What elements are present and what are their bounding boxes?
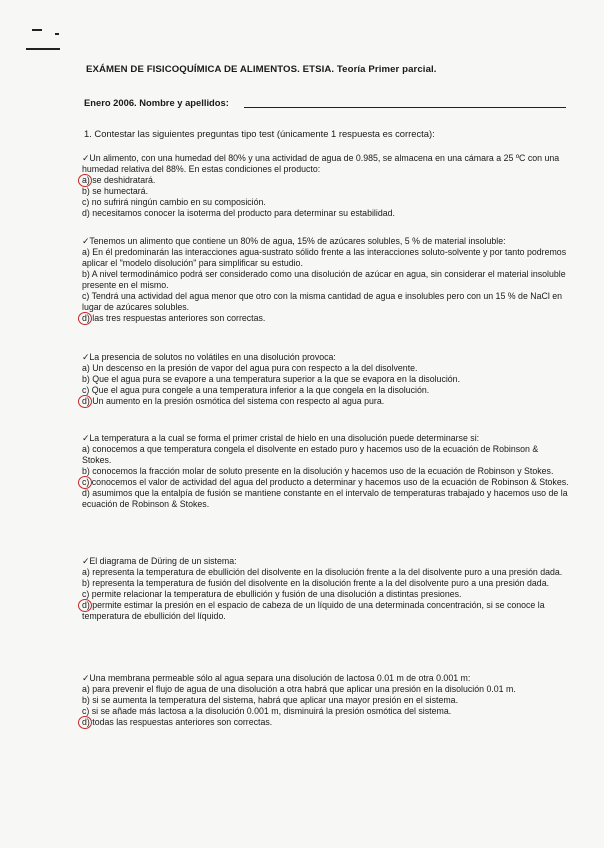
option-c: c) conocemos el valor de actividad del agua del producto a determinar y hacemos uso de la ecuación de Robinson & Stokes.: [82, 477, 570, 488]
option-a: a) para prevenir el flujo de agua de una disolución a otra habrá que aplicar una presión en la disolución 0.01 m.: [82, 684, 516, 694]
option-b: b) si se aumenta la temperatura del sistema, habrá que aplicar una mayor presión en el sistema.: [82, 695, 459, 705]
option-b: b) conocemos la fracción molar de soluto presente en la disolución y hacemos uso de la ecuación de Robinson y Stokes.: [82, 466, 554, 476]
question-stem: Tenemos un alimento que contiene un 80% de agua, 15% de azúcares solubles, 5 % de material insoluble:: [89, 236, 506, 246]
option-c: c) si se añade más lactosa a la disolución 0.001 m, disminuirá la presión osmótica del sistema.: [82, 706, 452, 716]
exam-title: EXÁMEN DE FISICOQUÍMICA DE ALIMENTOS. ETSIA. Teoría Primer parcial.: [86, 64, 437, 75]
question-2: [82, 236, 570, 324]
scan-mark: [26, 48, 60, 50]
instructions: 1. Contestar las siguientes preguntas tipo test (únicamente 1 respuesta es correcta):: [84, 128, 435, 139]
option-a: a) En él predominarán las interacciones agua-sustrato sólido frente a las interacciones soluto-solvente y por tanto podremos aplicar el "modelo disolución" para simplificar su estudio.: [82, 247, 567, 268]
question-3: [82, 352, 570, 407]
option-b: b) se humectará.: [82, 186, 149, 196]
option-a: a) se deshidratará.: [82, 175, 570, 186]
scan-mark: [32, 29, 42, 31]
checkmark-icon: ✓: [82, 153, 90, 163]
option-d: d) necesitamos conocer la isoterma del producto para determinar su estabilidad.: [82, 208, 395, 218]
question-stem: El diagrama de Düring de un sistema:: [89, 556, 237, 566]
option-c: c) Tendrá una actividad del agua menor que otro con la misma cantidad de agua e insolubles pero con un 15 % de NaCl en lugar de azúcares solubles.: [82, 291, 563, 312]
red-circle-mark: [78, 716, 92, 729]
question-4: [82, 433, 570, 510]
question-5: [82, 556, 570, 622]
option-b: b) A nivel termodinámico podrá ser considerado como una disolución de azúcar en agua, sin considerar el material insoluble presente en el mismo.: [82, 269, 566, 290]
question-stem: La presencia de solutos no volátiles en una disolución provoca:: [89, 352, 336, 362]
checkmark-icon: ✓: [82, 352, 90, 362]
question-1: [82, 153, 570, 219]
checkmark-icon: ✓: [82, 556, 90, 566]
checkmark-icon: ✓: [82, 673, 90, 683]
question-stem: Un alimento, con una humedad del 80% y una actividad de agua de 0.985, se almacena en una cámara a 25 ºC con una humedad relativa del 88%. En estas condiciones el producto:: [82, 153, 560, 174]
option-c: c) permite relacionar la temperatura de ebullición y fusión de una disolución a distintas presiones.: [82, 589, 462, 599]
scan-mark: [55, 33, 59, 35]
option-d: d) asumimos que la entalpía de fusión se mantiene constante en el intervalo de temperaturas trabajado y hacemos uso de la ecuación de Robinson & Stokes.: [82, 488, 568, 509]
date-name-label: Enero 2006. Nombre y apellidos:: [84, 97, 229, 108]
option-a: a) conocemos a que temperatura congela el disolvente en estado puro y hacemos uso de la ecuación de Robinson & Stokes.: [82, 444, 539, 465]
question-6: [82, 673, 570, 728]
option-a: a) Un descenso en la presión de vapor del agua pura con respecto a la del disolvente.: [82, 363, 418, 373]
name-blank-line: [244, 107, 566, 108]
red-circle-mark: [78, 599, 92, 612]
option-d: d) Un aumento en la presión osmótica del sistema con respecto al agua pura.: [82, 396, 570, 407]
option-c: c) no sufrirá ningún cambio en su composición.: [82, 197, 266, 207]
option-d: d) las tres respuestas anteriores son correctas.: [82, 313, 570, 324]
checkmark-icon: ✓: [82, 433, 90, 443]
red-circle-mark: [78, 395, 92, 408]
checkmark-icon: ✓: [82, 236, 90, 246]
option-c: c) Que el agua pura congele a una temperatura inferior a la que congela en la disolución.: [82, 385, 430, 395]
option-d: d) todas las respuestas anteriores son correctas.: [82, 717, 570, 728]
option-d: d) permite estimar la presión en el espacio de cabeza de un líquido de una determinada concentración, si se conoce la temperatura de ebullición del líquido.: [82, 600, 570, 622]
option-b: b) representa la temperatura de fusión del disolvente en la disolución frente a la del disolvente puro a una presión dada.: [82, 578, 550, 588]
option-a: a) representa la temperatura de ebullición del disolvente en la disolución frente a la del disolvente puro a una presión dada.: [82, 567, 563, 577]
question-stem: La temperatura a la cual se forma el primer cristal de hielo en una disolución puede determinarse si:: [89, 433, 480, 443]
question-stem: Una membrana permeable sólo al agua separa una disolución de lactosa 0.01 m de otra 0.001 m:: [89, 673, 471, 683]
option-b: b) Que el agua pura se evapore a una temperatura superior a la que se evapora en la disolución.: [82, 374, 461, 384]
red-circle-mark: [78, 312, 92, 325]
